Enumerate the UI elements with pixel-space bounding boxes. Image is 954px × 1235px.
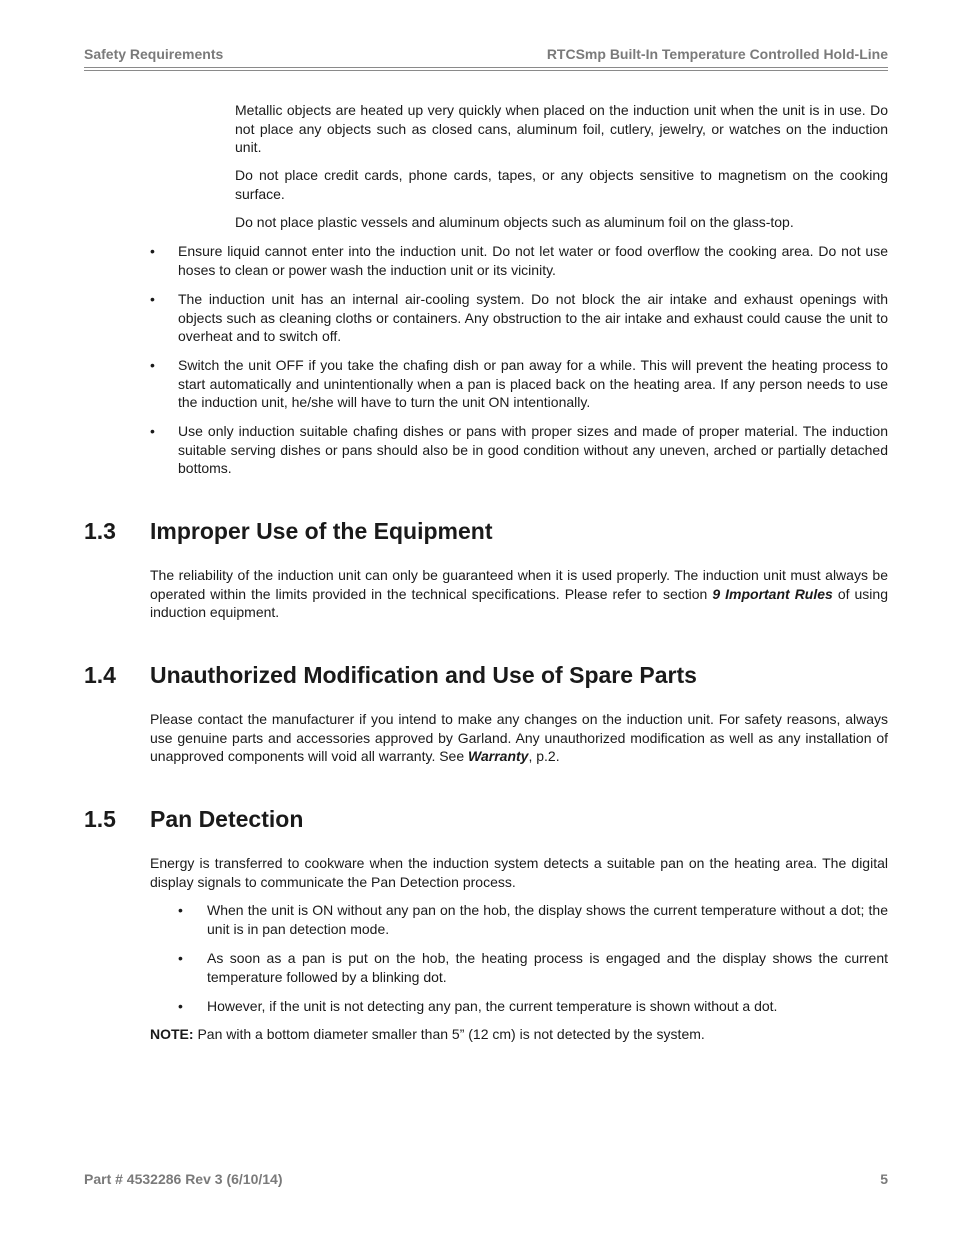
- section-1-3-paragraph: The reliability of the induction unit can only be guaranteed when it is used properly. The induction unit must always be operated within the limits provided in the technical specifications. Please refer to section 9 Important Rules of using induction equipment.: [150, 567, 888, 621]
- section-1-4-paragraph: Please contact the manufacturer if you intend to make any changes on the induction unit. For safety reasons, always use genuine parts and accessories approved by Garland. Any unauthorized modification as well as any installation of unapproved components will void all warranty. See Warranty, p.2.: [150, 711, 888, 765]
- pan-detection-bullet-pan-placed: As soon as a pan is put on the hob, the heating process is engaged and the display shows the current temperature followed by a blinking dot.: [207, 950, 888, 985]
- section-number: 1.3: [84, 518, 116, 544]
- bullet-item-switch-off: Switch the unit OFF if you take the chafing dish or pan away for a while. This will prevent the heating process to start automatically and unintentionally when a pan is placed back on the heating area. If any person needs to use the induction unit, he/she will have to turn the unit ON intentionally.: [178, 357, 888, 411]
- bullet-item-cooling: The induction unit has an internal air-cooling system. Do not block the air intake and exhaust openings with objects such as cleaning cloths or containers. Any obstruction to the air intake and exhaust could cause the unit to overheat and to switch off.: [178, 291, 888, 345]
- section-number: 1.4: [84, 662, 116, 688]
- page-footer: [84, 1171, 888, 1189]
- section-title: Pan Detection: [150, 806, 304, 832]
- section-title: Improper Use of the Equipment: [150, 518, 493, 544]
- section-title: Unauthorized Modification and Use of Spare Parts: [150, 662, 697, 688]
- section-1-5-paragraph: Energy is transferred to cookware when the induction system detects a suitable pan on the heating area. The digital display signals to communicate the Pan Detection process.: [150, 855, 888, 890]
- intro-paragraph-metallic: Metallic objects are heated up very quickly when placed on the induction unit when the unit is in use. Do not place any objects such as closed cans, aluminum foil, cutlery, jewelry, or watches on the induction unit.: [235, 102, 888, 156]
- note-label: NOTE:: [150, 1026, 194, 1042]
- bullet-symbol: •: [178, 998, 183, 1014]
- cross-reference-link[interactable]: 9 Important Rules: [712, 585, 833, 602]
- header-document-title: RTCSmp Built-In Temperature Controlled Hold-Line: [546, 46, 888, 62]
- bullet-item-liquid: Ensure liquid cannot enter into the induction unit. Do not let water or food overflow the cooking area. Do not use hoses to clean or power wash the induction unit or its vicinity.: [178, 243, 888, 278]
- bullet-symbol: •: [178, 902, 183, 918]
- bullet-item-suitable-pans: Use only induction suitable chafing dishes or pans with proper sizes and made of proper material. The induction suitable serving dishes or pans should also be in good condition without any uneven, arched or partially detached bottoms.: [178, 423, 888, 477]
- section-heading-1-5: [84, 805, 888, 835]
- section-number: 1.5: [84, 806, 116, 832]
- intro-paragraph-cards: Do not place credit cards, phone cards, tapes, or any objects sensitive to magnetism on the cooking surface.: [235, 167, 888, 202]
- pan-detection-note: NOTE: Pan with a bottom diameter smaller than 5” (12 cm) is not detected by the system.: [150, 1026, 705, 1042]
- section-heading-1-4: [84, 661, 888, 691]
- bullet-symbol: •: [150, 291, 155, 307]
- bullet-symbol: •: [150, 423, 155, 439]
- footer-page-number: 5: [880, 1171, 888, 1187]
- bullet-symbol: •: [150, 357, 155, 373]
- header-section-title: Safety Requirements: [84, 46, 224, 62]
- pan-detection-bullet-no-pan: When the unit is ON without any pan on the hob, the display shows the current temperature without a dot; the unit is in pan detection mode.: [207, 902, 888, 937]
- footer-part-number: Part # 4532286 Rev 3 (6/10/14): [84, 1171, 283, 1187]
- header-rule: [84, 67, 888, 68]
- intro-paragraph-plastic: Do not place plastic vessels and aluminum objects such as aluminum foil on the glass-top.: [235, 214, 794, 230]
- warranty-reference-link[interactable]: Warranty: [468, 748, 529, 765]
- section-heading-1-3: [84, 517, 888, 547]
- header-rule-second: [84, 70, 888, 71]
- pan-detection-bullet-not-detecting: However, if the unit is not detecting any pan, the current temperature is shown without a dot.: [207, 998, 778, 1014]
- page-header: [84, 46, 888, 64]
- bullet-symbol: •: [178, 950, 183, 966]
- bullet-symbol: •: [150, 243, 155, 259]
